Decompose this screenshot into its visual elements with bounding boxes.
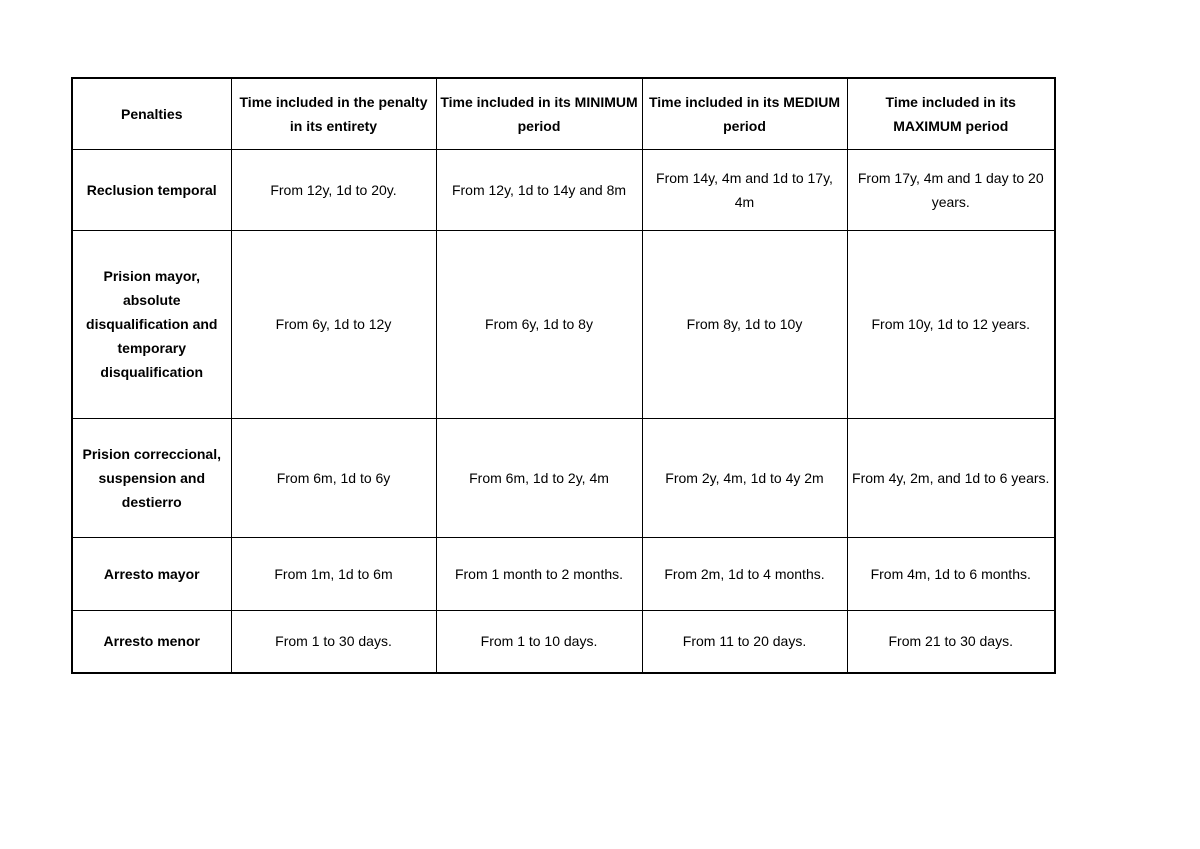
maximum-cell: From 4y, 2m, and 1d to 6 years.	[847, 418, 1055, 537]
entirety-cell: From 1m, 1d to 6m	[231, 537, 436, 610]
maximum-cell: From 10y, 1d to 12 years.	[847, 230, 1055, 418]
penalties-table	[71, 77, 1056, 674]
entirety-cell: From 1 to 30 days.	[231, 610, 436, 673]
header-penalties: Penalties	[72, 78, 231, 149]
table-row	[72, 418, 1055, 537]
medium-cell: From 11 to 20 days.	[642, 610, 847, 673]
penalty-name-cell: Prision mayor, absolute disqualification and temporary disqualification	[72, 230, 231, 418]
header-medium: Time included in its MEDIUM period	[642, 78, 847, 149]
minimum-cell: From 1 month to 2 months.	[436, 537, 642, 610]
table-row	[72, 149, 1055, 230]
minimum-cell: From 6y, 1d to 8y	[436, 230, 642, 418]
table-row	[72, 610, 1055, 673]
penalty-name-cell: Arresto mayor	[72, 537, 231, 610]
entirety-cell: From 12y, 1d to 20y.	[231, 149, 436, 230]
entirety-cell: From 6m, 1d to 6y	[231, 418, 436, 537]
penalty-name-cell: Reclusion temporal	[72, 149, 231, 230]
table-header-row	[72, 78, 1055, 149]
minimum-cell: From 12y, 1d to 14y and 8m	[436, 149, 642, 230]
entirety-cell: From 6y, 1d to 12y	[231, 230, 436, 418]
maximum-cell: From 17y, 4m and 1 day to 20 years.	[847, 149, 1055, 230]
medium-cell: From 8y, 1d to 10y	[642, 230, 847, 418]
header-entirety: Time included in the penalty in its entirety	[231, 78, 436, 149]
minimum-cell: From 6m, 1d to 2y, 4m	[436, 418, 642, 537]
maximum-cell: From 21 to 30 days.	[847, 610, 1055, 673]
penalty-name-cell: Prision correccional, suspension and destierro	[72, 418, 231, 537]
medium-cell: From 14y, 4m and 1d to 17y, 4m	[642, 149, 847, 230]
penalty-name-cell: Arresto menor	[72, 610, 231, 673]
header-maximum: Time included in its MAXIMUM period	[847, 78, 1055, 149]
maximum-cell: From 4m, 1d to 6 months.	[847, 537, 1055, 610]
table-row	[72, 230, 1055, 418]
minimum-cell: From 1 to 10 days.	[436, 610, 642, 673]
table-row	[72, 537, 1055, 610]
medium-cell: From 2y, 4m, 1d to 4y 2m	[642, 418, 847, 537]
medium-cell: From 2m, 1d to 4 months.	[642, 537, 847, 610]
header-minimum: Time included in its MINIMUM period	[436, 78, 642, 149]
